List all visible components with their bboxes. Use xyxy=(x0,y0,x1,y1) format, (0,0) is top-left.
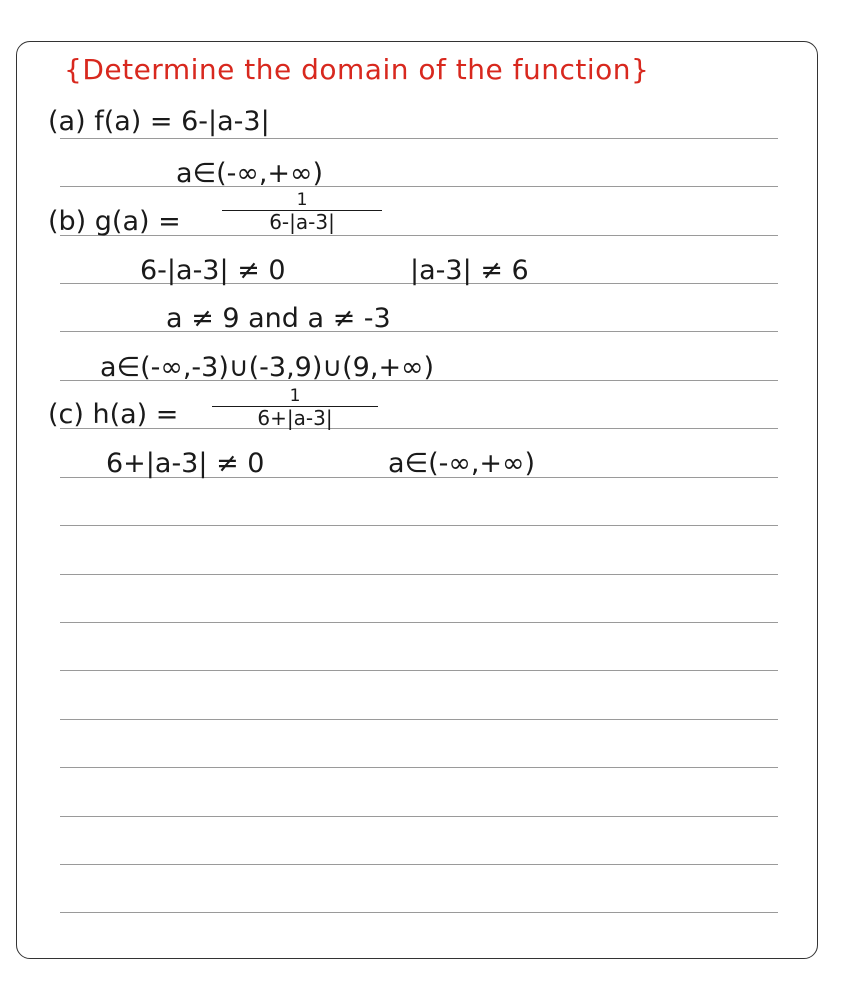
part-c-numerator: 1 xyxy=(289,386,301,406)
ruled-line xyxy=(60,670,778,671)
part-b-condition: 6-|a-3| ≠ 0 xyxy=(140,255,286,286)
part-b-function: (b) g(a) = xyxy=(48,206,181,237)
part-c-condition: 6+|a-3| ≠ 0 xyxy=(106,448,265,479)
part-b-domain: a∈(-∞,-3)∪(-3,9)∪(9,+∞) xyxy=(100,352,435,383)
ruled-line xyxy=(60,138,778,139)
ruled-line xyxy=(60,767,778,768)
part-b-numerator: 1 xyxy=(296,190,308,210)
part-c-domain: a∈(-∞,+∞) xyxy=(388,448,536,479)
ruled-line xyxy=(60,864,778,865)
part-c-denominator: 6+|a-3| xyxy=(257,406,333,430)
notebook-page xyxy=(16,41,818,959)
part-c-function: (c) h(a) = xyxy=(48,399,179,430)
ruled-line xyxy=(60,574,778,575)
ruled-line xyxy=(60,525,778,526)
ruled-line xyxy=(60,622,778,623)
part-b-condition-abs: |a-3| ≠ 6 xyxy=(410,255,529,286)
part-a-domain: a∈(-∞,+∞) xyxy=(176,158,324,189)
problem-title: {Determine the domain of the function} xyxy=(64,53,650,86)
part-a-function: (a) f(a) = 6-|a-3| xyxy=(48,106,270,137)
part-b-excluded-values: a ≠ 9 and a ≠ -3 xyxy=(166,303,391,334)
ruled-line xyxy=(60,912,778,913)
ruled-line xyxy=(60,186,778,187)
part-b-denominator: 6-|a-3| xyxy=(269,210,335,234)
part-c-fraction xyxy=(212,388,378,428)
ruled-line xyxy=(60,719,778,720)
ruled-line xyxy=(60,816,778,817)
part-b-fraction xyxy=(222,192,382,232)
